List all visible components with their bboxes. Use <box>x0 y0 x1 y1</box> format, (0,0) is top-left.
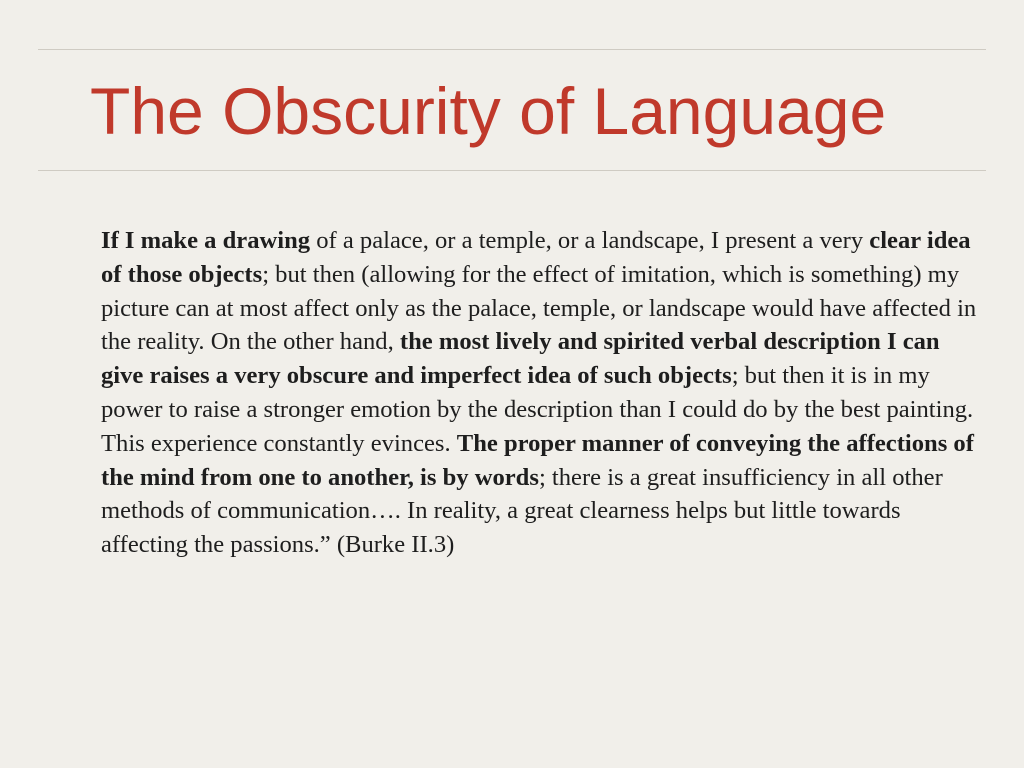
quote-paragraph <box>101 224 981 562</box>
quote-segment: of a palace, or a temple, or a landscape, I present a very <box>310 227 870 254</box>
top-divider <box>38 49 986 50</box>
quote-segment-bold: If I make a drawing <box>101 227 311 254</box>
title-divider <box>38 170 986 171</box>
quote-segment-bold: clear idea of those objects <box>101 227 971 288</box>
quote-segment-bold: The proper manner of conveying the affections of the mind from one to another, is by words <box>101 429 974 491</box>
quote-segment-bold: the most lively and spirited verbal description I can give raises a very obscure and imperfect idea of such objects <box>101 328 940 390</box>
quote-segment: ; there is a great insufficiency in all other methods of communication…. In reality, a great clearness helps but little towards affecting the passions.” (Burke II.3) <box>101 463 943 559</box>
slide-title: The Obscurity of Language <box>90 74 887 148</box>
quote-segment: ; but then (allowing for the effect of imitation, which is something) my picture can at most affect only as the palace, temple, or landscape would have affected in the reality. On the other hand, <box>101 260 977 356</box>
quote-segment: ; but then it is in my power to raise a stronger emotion by the description than I could do by the best painting. This experience constantly evinces. <box>101 362 974 457</box>
